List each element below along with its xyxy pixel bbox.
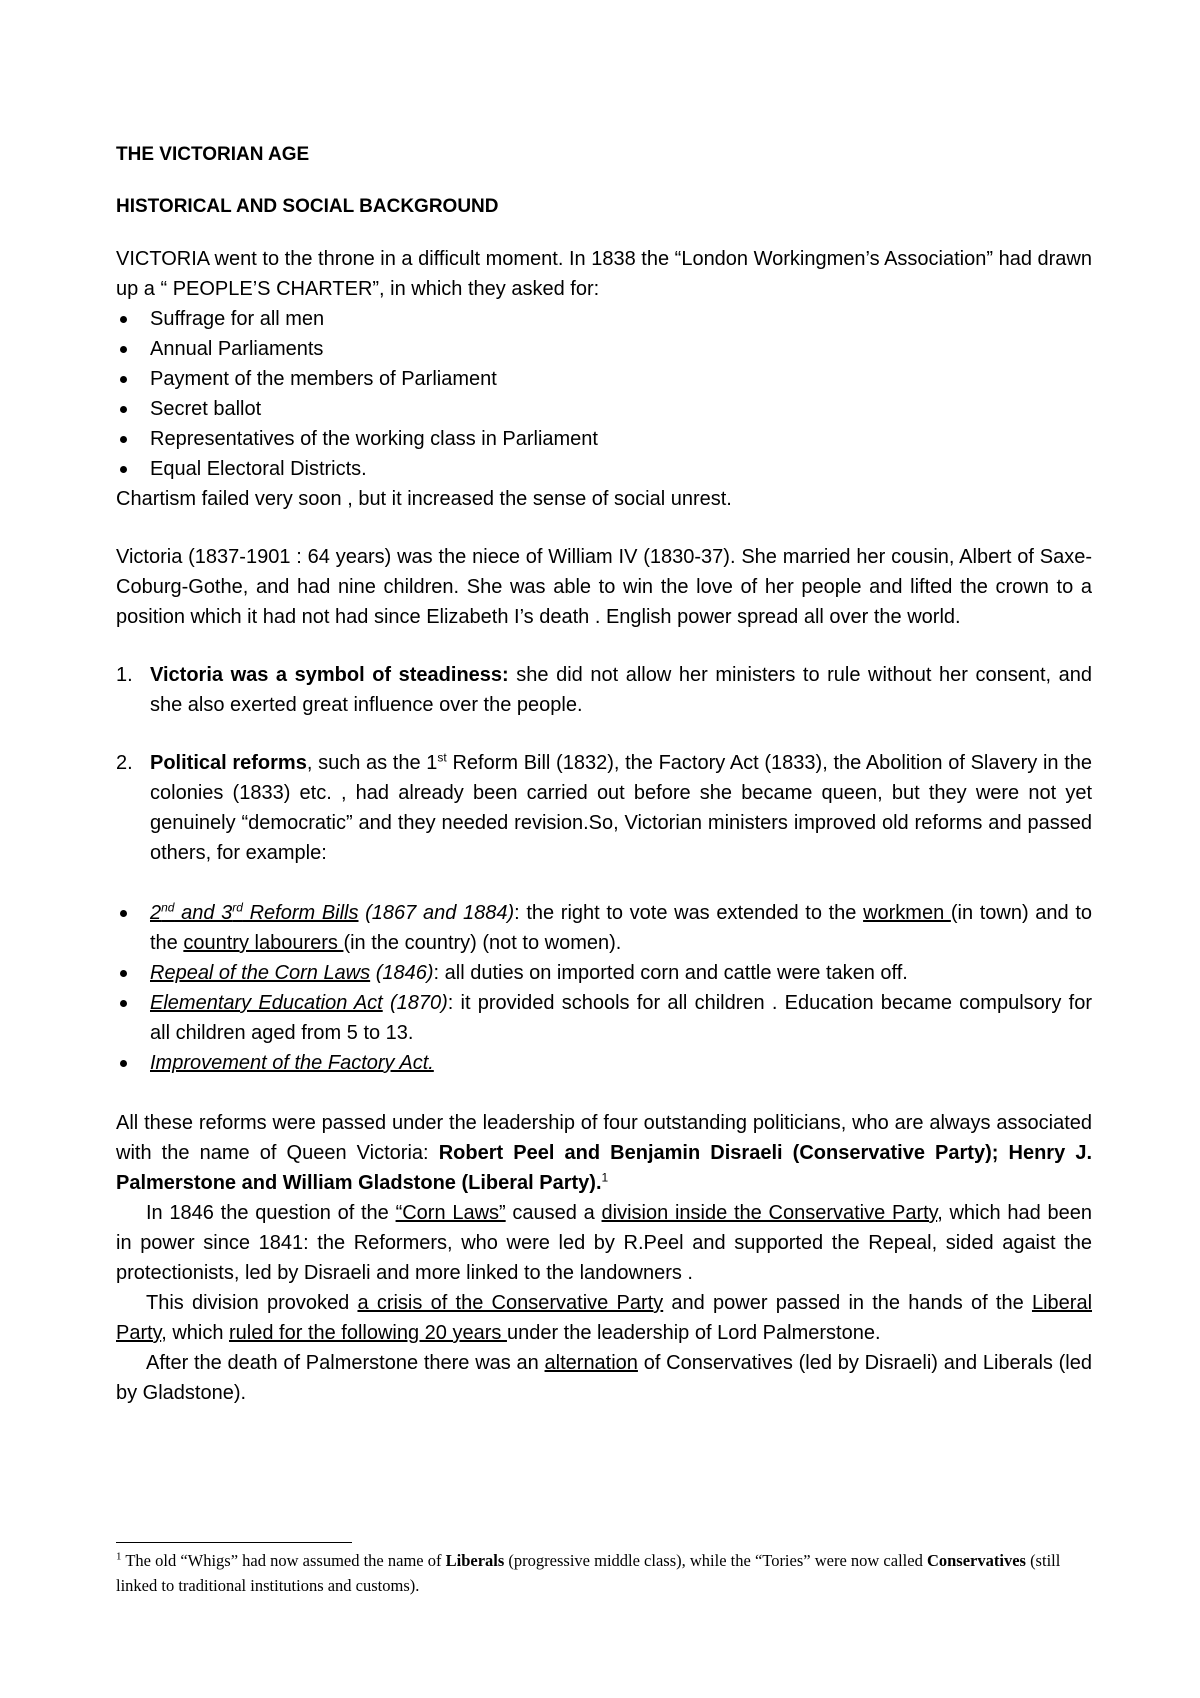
victoria-paragraph: Victoria (1837-1901 : 64 years) was the niece of William IV (1830-37). She married her cousin, Albert of Saxe-Coburg-Gothe, and had nine children. She was able to win the love of her people and lifted the crown to a position which it had not had since Elizabeth I’s death . English power spread all over the world.: [116, 546, 1092, 628]
reform-item-education-act: Elementary Education Act (1870): it provided schools for all children . Education became compulsory for all children aged from 5 to 13.: [116, 988, 1092, 1048]
charter-item: Payment of the members of Parliament: [116, 364, 1092, 394]
charter-item: Equal Electoral Districts.: [116, 454, 1092, 484]
footnote-number: 1: [116, 1550, 122, 1563]
intro-paragraph: VICTORIA went to the throne in a difficult moment. In 1838 the “London Workingmen’s Association” had drawn up a “ PEOPLE’S CHARTER”, in which they asked for:: [116, 248, 1092, 300]
alternation-paragraph: After the death of Palmerstone there was an alternation of Conservatives (led by Disraeli) and Liberals (led by Gladstone).: [116, 1352, 1092, 1404]
footnote-separator: [116, 1542, 352, 1543]
charter-item: Annual Parliaments: [116, 334, 1092, 364]
point-number: 2.: [116, 752, 133, 774]
reform-item-factory-act: Improvement of the Factory Act.: [116, 1048, 1092, 1078]
charter-item: Suffrage for all men: [116, 304, 1092, 334]
point-heading: Victoria was a symbol of steadiness:: [150, 664, 509, 686]
charter-item: Secret ballot: [116, 394, 1092, 424]
division-paragraph: This division provoked a crisis of the Conservative Party and power passed in the hands of the Liberal Party, which ruled for the following 20 years under the leadership of Lord Palmerstone.: [116, 1292, 1093, 1344]
numbered-points: [116, 660, 1092, 868]
charter-item: Representatives of the working class in Parliament: [116, 424, 1092, 454]
corn-laws-paragraph: In 1846 the question of the “Corn Laws” caused a division inside the Conservative Party, which had been in power since 1841: the Reformers, who were led by R.Peel and supported the Repeal, sided agaist the protectionists, led by Disraeli and more linked to the landowners .: [116, 1202, 1092, 1284]
point-political-reforms: 2. Political reforms, such as the 1st Reform Bill (1832), the Factory Act (1833), the Abolition of Slavery in the colonies (1833) etc. , had already been carried out before she became queen, but they were not yet genuinely “democratic” and they needed revision.So, Victorian ministers improved old reforms and passed others, for example:: [116, 748, 1092, 868]
section-heading: HISTORICAL AND SOCIAL BACKGROUND: [116, 196, 499, 217]
document-body: [116, 140, 1092, 1408]
reforms-list: [116, 898, 1092, 1078]
reform-item-reform-bills: 2nd and 3rd Reform Bills (1867 and 1884): the right to vote was extended to the workmen (in town) and to the country labourers (in the country) (not to women).: [116, 898, 1092, 958]
point-number: 1.: [116, 664, 133, 686]
point-heading: Political reforms: [150, 752, 307, 774]
point-text: Reform Bill (1832), the Factory Act (1833), the Abolition of Slavery in the colonies (1833) etc. , had already been carried out before she became queen, but they were not yet genuinely “democratic” and they needed revision.So, Victorian ministers improved old reforms and passed others, for example:: [150, 752, 1092, 864]
point-steadiness: [116, 660, 1092, 720]
leaders-paragraph: All these reforms were passed under the leadership of four outstanding politicians, who are always associated with the name of Queen Victoria: Robert Peel and Benjamin Disraeli (Conservative Party); Henry J. Palmerstone and William Gladstone (Liberal Party).$^1$: [116, 1112, 1092, 1194]
chartism-paragraph: Chartism failed very soon , but it increased the sense of social unrest.: [116, 488, 732, 510]
point-text: she did not allow her ministers to rule without her consent, and she also exerted great influence over the people.: [150, 664, 1092, 716]
charter-list: [116, 304, 1092, 484]
reform-item-corn-laws: Repeal of the Corn Laws (1846): all duties on imported corn and cattle were taken off.: [116, 958, 1092, 988]
document-title: THE VICTORIAN AGE: [116, 144, 310, 165]
footnote-reference: 1: [601, 1170, 609, 1185]
footnote: $^1$ The old “Whigs” had now assumed the name of Liberals (progressive middle class), while the “Tories” were now called Conservatives (still linked to traditional institutions and customs).: [116, 1550, 1061, 1595]
